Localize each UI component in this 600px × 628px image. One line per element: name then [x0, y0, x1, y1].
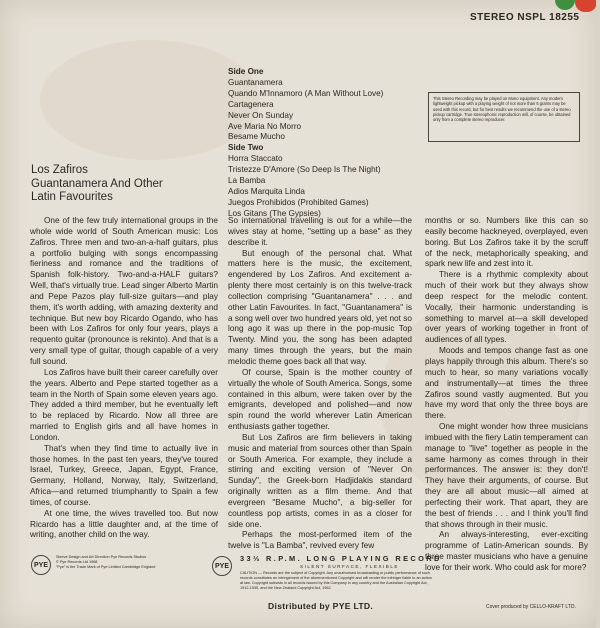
distributor-label: Distributed by PYE LTD. — [268, 601, 374, 611]
copyright-caution: CAUTION — Records are the subject of Copyright. Any unauthorised broadcasting or public performance of such records constitutes an infringement of the aforementioned Copyright and will render the infringer liable to an action at law. Copyright subsists in all records issued by this Company in any country and the Australian Copyright Act, 1912-1935, and the New Zealand Copyright Act, 1962. — [240, 571, 432, 590]
side-one-label: Side One — [228, 67, 264, 76]
liner-paragraph: But enough of the personal chat. What matters here is the music, the excitement, engendered by Los Zafiros. And excitement a-plenty there most certainly is on this twelve-track collection comprising "Guantanamera" . . . and other Latin Favourites. In fact, "Guantanamera" is a song well over two hundred years old, yet not so long ago it was up there in the pop-music Top Twenty. Mind you, the song has been adapted many times through the years, but the main melodic theme goes back all that way. — [228, 248, 412, 366]
liner-paragraph: But Los Zafiros are firm believers in taking music and material from sources other than Spain or South America. For example, they include a stirring and exciting version of "Never On Sunday", the Greek-born Hadjidakis standard originally written as a film theme. And that evergreen "Besame Mucho", a big-seller for countless pop artists, comes in as a closer for side one. — [228, 432, 412, 529]
cover-credit: Cover produced by CELLO-KRAFT LTD. — [486, 604, 576, 610]
liner-paragraph: That's when they find time to actually live in those homes. In the past ten years, they've toured Israel, Turkey, Greece, Japan, Egypt, France, Germany, Holland, Norway, Italy, Switzerland, Africa—and returned triumphantly to Spain a few times, of course. — [30, 443, 218, 507]
sleeve-credits: Sleeve Design and Art Direction Pye Records Studios © Pye Records Ltd 1968 "Pye" is the Trade Mark of Pye Limited Cambridge England — [56, 555, 156, 569]
liner-paragraph: At one time, the wives travelled too. But now Ricardo has a little daughter and, at the time of writing, another child on the way. — [30, 508, 218, 540]
album-title-line: Guantanamera And Other — [31, 177, 163, 190]
stereo-notice-box: This Stereo Recording may be played on Mono equipment. Any modern lightweight pickup with a playing weight of not more than 5 grams may be used with this record, but for best results we recommend the use of a stereo pickup cartridge. True stereophonic reproduction will, of course, be obtained only from a complete stereo reproducer. — [428, 92, 580, 142]
liner-paragraph: One might wonder how three musicians imbued with the fiery Latin temperament can manage to "live" together as people in the same harmony as comes through in their performances. The answer is: they don't! They have their arguments, of course. But they are all about music—all aimed at perfecting their work. That apart, they are the best of friends . . . and I think you'll find that shows through in their music. — [425, 422, 588, 529]
track-title: Never On Sunday — [228, 110, 294, 120]
liner-paragraph: One of the few truly international groups in the whole wide world of South American music: Los Zafiros. Three men and two-an-a-half guitars, plus a portfolio bulging with songs encompassing fieriness and romance and the traditions of Spanish folk-history. Two-and-a-HALF guitars? Well, that's virtually true. Lead singer Alberto Martin and Pepe Pazos play full-size guitars—and play them, it's worth adding, with amazing dexterity and technique. But new boy Ricardo Ogando, who has been with Los Zafiros for only four years, plays a requento guitar (pronounce is rekinto). And that is a very small type of guitar, though capable of a very full sound. — [30, 216, 218, 366]
pye-logo: PYE — [212, 556, 232, 576]
side-two-label: Side Two — [228, 143, 264, 153]
track-title: Ave Maria No Morro — [228, 121, 302, 131]
track-title: Quando M'Innamoro (A Man Without Love) — [228, 88, 384, 98]
liner-notes-column-2 — [228, 216, 412, 552]
paper-stain — [40, 40, 260, 160]
liner-paragraph: Moods and tempos change fast as one plays happily through this album. There's so much to hear, so many variations vocally and instrumentally—at times the three Zafiros sound vastly augmented. But you have my word that only the three boys are there. — [425, 346, 588, 421]
album-title-block — [31, 164, 163, 205]
liner-paragraph: Perhaps the most-performed item of the twelve is "La Bamba", revived every few — [228, 530, 412, 551]
liner-paragraph: Los Zafiros have built their career carefully over the years. Alberto and Pepe started together as a team in the North of Spain some eleven years ago. They added a third member, but he eventually left to be replaced by Ricardo. Now all three are married to English girls and all have homes in London. — [30, 367, 218, 442]
album-title-line: Latin Favourites — [31, 191, 113, 203]
liner-paragraph: There is a rhythmic complexity about much of their work but they always show deep respect for the melodic content. Vocally, their harmonic understanding is something to marvel at—a skill developed over years of working together in front of audiences of all types. — [425, 270, 588, 345]
red-corner-stripe — [575, 0, 596, 12]
catalog-number: STEREO NSPL 18255 — [470, 12, 580, 23]
silent-surface-label: SILENT SURFACE, FLEXIBLE — [300, 564, 399, 569]
track-title: Los Gitans (The Gypsies) — [228, 208, 321, 218]
liner-paragraph: An always-interesting, ever-exciting programme of Latin-American sounds. By three master musicians who have a genuine love for their work. Who could ask for more? — [425, 530, 588, 572]
track-title: La Bamba — [228, 176, 266, 186]
tracklist — [228, 67, 383, 220]
track-title: Juegos Prohibidos (Prohibited Games) — [228, 197, 369, 207]
liner-notes-column-1 — [30, 216, 218, 541]
liner-paragraph: So international travelling is out for a while—the wives stay at home, "setting up a base" as they describe it. — [228, 216, 412, 247]
liner-notes-column-3 — [425, 216, 588, 574]
track-title: Cartagenera — [228, 99, 274, 109]
green-corner-stripe — [555, 0, 575, 10]
track-title: Besame Mucho — [228, 132, 285, 142]
artist-name: Los Zafiros — [31, 164, 88, 176]
track-title: Tristezze D'Amore (So Deep Is The Night) — [228, 165, 381, 175]
liner-paragraph: months or so. Numbers like this can so easily become hackneyed, overplayed, even boring. But Los Zafiros take it by the scruff of the neck, metaphorically speaking, and spark new life and zest into it. — [425, 216, 588, 269]
liner-paragraph: Of course, Spain is the mother country of virtually the whole of South America. Songs, some contained in this album, were taken over by the emigrants, developed and polished—and now spin round the world wherever Latin American enthusiasts gather together. — [228, 367, 412, 432]
track-title: Adios Marquita Linda — [228, 186, 305, 196]
track-title: Guantanamera — [228, 77, 283, 87]
rpm-label: 33⅓ R.P.M. LONG PLAYING RECORD — [240, 554, 442, 563]
track-title: Horra Staccato — [228, 154, 283, 164]
pye-logo: PYE — [31, 555, 51, 575]
